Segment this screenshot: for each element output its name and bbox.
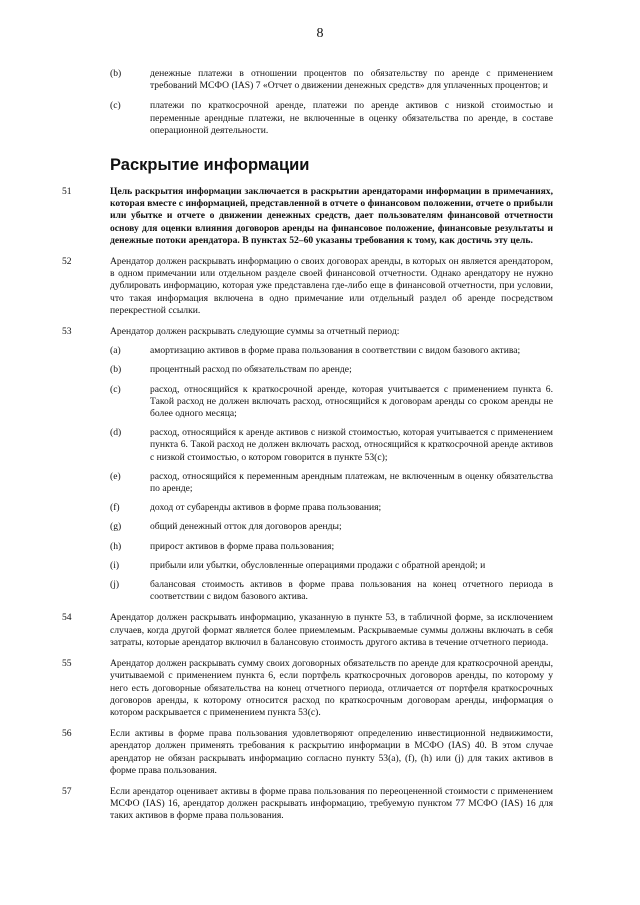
paragraph-text: Арендатор должен раскрывать информацию о своих договорах аренды, в которых он является арендатором, в одном примечании или отдельном разделе своей финансовой отчетности. Однако арендатору не нужно дублировать информацию, которая уже представлена где-либо еще в финансовой отчетности, при условии, что такая информация включена в одно примечание или отдельный раздел об аренде посредством перекрестной ссылки. [110, 256, 553, 316]
paragraph-number: 55 [62, 658, 72, 670]
list-item-label: (g) [110, 521, 122, 533]
list-item [110, 560, 553, 572]
list-item-label: (c) [110, 383, 121, 395]
list-item-label: (d) [110, 427, 122, 439]
list-item [110, 541, 553, 553]
paragraph-text: Если арендатор оценивает активы в форме права пользования по переоцененной стоимости с применением МСФО (IAS) 16, арендатор должен раскрывать информацию, требуемую пунктом 77 МСФО (IAS) 16 для таких активов в форме права пользования. [110, 785, 553, 822]
paragraph-number: 54 [62, 612, 72, 624]
list-item-label: (b) [110, 364, 122, 376]
paragraph-number: 51 [62, 186, 72, 197]
list-item-label: (i) [110, 559, 120, 571]
list-item [110, 68, 553, 92]
list-item-label: (a) [110, 345, 121, 357]
paragraph-52 [62, 256, 553, 317]
page-number: 8 [316, 26, 324, 41]
list-item [110, 100, 553, 137]
paragraph-54 [62, 612, 553, 649]
paragraph-text: Если активы в форме права пользования удовлетворяют определению инвестиционной недвижимости, арендатор должен применять требования к раскрытию информации в МСФО (IAS) 40. В этом случае арендатор не обязан раскрывать информацию согласно пункту 53(a), (f), (h) или (j) для таких активов в форме права пользования. [110, 728, 553, 776]
list-item-text: процентный расход по обязательствам по аренде; [150, 364, 352, 376]
paragraph-55 [62, 658, 553, 719]
paragraph-text: Арендатор должен раскрывать сумму своих договорных обязательств по аренде для краткосрочной аренды, учитываемой с применением пункта 6, если портфель краткосрочных договоров аренды, по которому у него есть договорные обязательства на конец отчетного периода, отличается от портфеля краткосрочных договоров аренды, к которому относится расход по краткосрочным договорам аренды, информация о котором раскрывается с применением пункта 53(c). [110, 658, 553, 718]
list-item-text: амортизацию активов в форме права пользования в соответствии с видом базового актива; [150, 345, 521, 357]
list-item [110, 345, 553, 357]
list-item-label: (c) [110, 100, 121, 112]
paragraph-57 [62, 786, 553, 823]
list-item-label: (f) [110, 502, 120, 514]
paragraph-number: 56 [62, 728, 72, 740]
list-item [110, 521, 553, 533]
paragraph-56 [62, 728, 553, 777]
list-item-text: платежи по краткосрочной аренде, платежи по аренде активов с низкой стоимостью и переменные арендные платежи, не включенные в оценку обязательства по аренде, в составе операционной деятельности. [150, 100, 553, 136]
paragraph-number: 52 [62, 256, 72, 268]
list-item [110, 502, 553, 514]
list-item-text: расход, относящийся к переменным арендным платежам, не включенным в оценку обязательства по аренде; [150, 470, 553, 495]
list-item-label: (b) [110, 68, 122, 79]
list-item-label: (e) [110, 470, 121, 482]
paragraph-list [62, 186, 553, 832]
paragraph-text: Арендатор должен раскрывать информацию, указанную в пункте 53, в табличной форме, за исключением случаев, когда другой формат является более приемлемым. Раскрываемые суммы должны включать в себя затраты, которые арендатор включил в балансовую стоимость другого актива в течение отчетного периода. [110, 612, 553, 648]
list-item [110, 364, 553, 376]
list-item [110, 427, 553, 464]
paragraph-text: Цель раскрытия информации заключается в раскрытии арендаторами информации в примечаниях, которая вместе с информацией, представленной в отчете о финансовом положении, отчете о прибыли или убытке и отчете о движении денежных средств, дает пользователям финансовой отчетности основу для оценки влияния договоров аренды на финансовое положение, финансовые результаты и денежные потоки арендатора. В пунктах 52–60 указаны требования к тому, как достичь эту цель. [110, 186, 553, 246]
list-item-text: прирост активов в форме права пользования; [150, 540, 335, 552]
paragraph-number: 53 [62, 326, 72, 338]
list-item-text: расход, относящийся к краткосрочной аренде, которая учитывается с применением пункта 6. Такой расход не должен включать расход, относящийся к договорам аренды со сроком аренды не более одного месяца; [150, 383, 553, 420]
list-item-text: расход, относящийся к аренде активов с низкой стоимостью, которая учитывается с применением пункта 6. Такой расход не должен включать расход, относящийся к краткосрочной аренде активов с низкой стоимостью, о котором говорится в пункте 53(c); [150, 427, 553, 463]
list-item-label: (h) [110, 540, 122, 552]
paragraph-53 [62, 326, 553, 603]
paragraph-number: 57 [62, 785, 72, 797]
list-item-text: прибыли или убытки, обусловленные операциями продажи с обратной арендой; и [150, 559, 486, 571]
paragraph-text: Арендатор должен раскрывать следующие суммы за отчетный период: [110, 326, 400, 338]
list-item [110, 471, 553, 495]
list-item [110, 579, 553, 603]
list-item-label: (j) [110, 579, 120, 591]
list-item-text: доход от субаренды активов в форме права пользования; [150, 502, 382, 514]
list-item [110, 384, 553, 421]
paragraph-body [110, 326, 553, 603]
list-item-text: общий денежный отток для договоров аренды; [150, 521, 342, 533]
list-item-text: балансовая стоимость активов в форме права пользования на конец отчетного периода в соответствии с видом базового актива. [150, 579, 553, 603]
continued-list [110, 68, 553, 145]
list-item-text: денежные платежи в отношении процентов по обязательству по аренде с применением требований МСФО (IAS) 7 «Отчет о движении денежных средств» для уплаченных процентов; и [150, 68, 553, 92]
paragraph-51 [62, 186, 553, 247]
section-heading: Раскрытие информации [110, 156, 310, 174]
